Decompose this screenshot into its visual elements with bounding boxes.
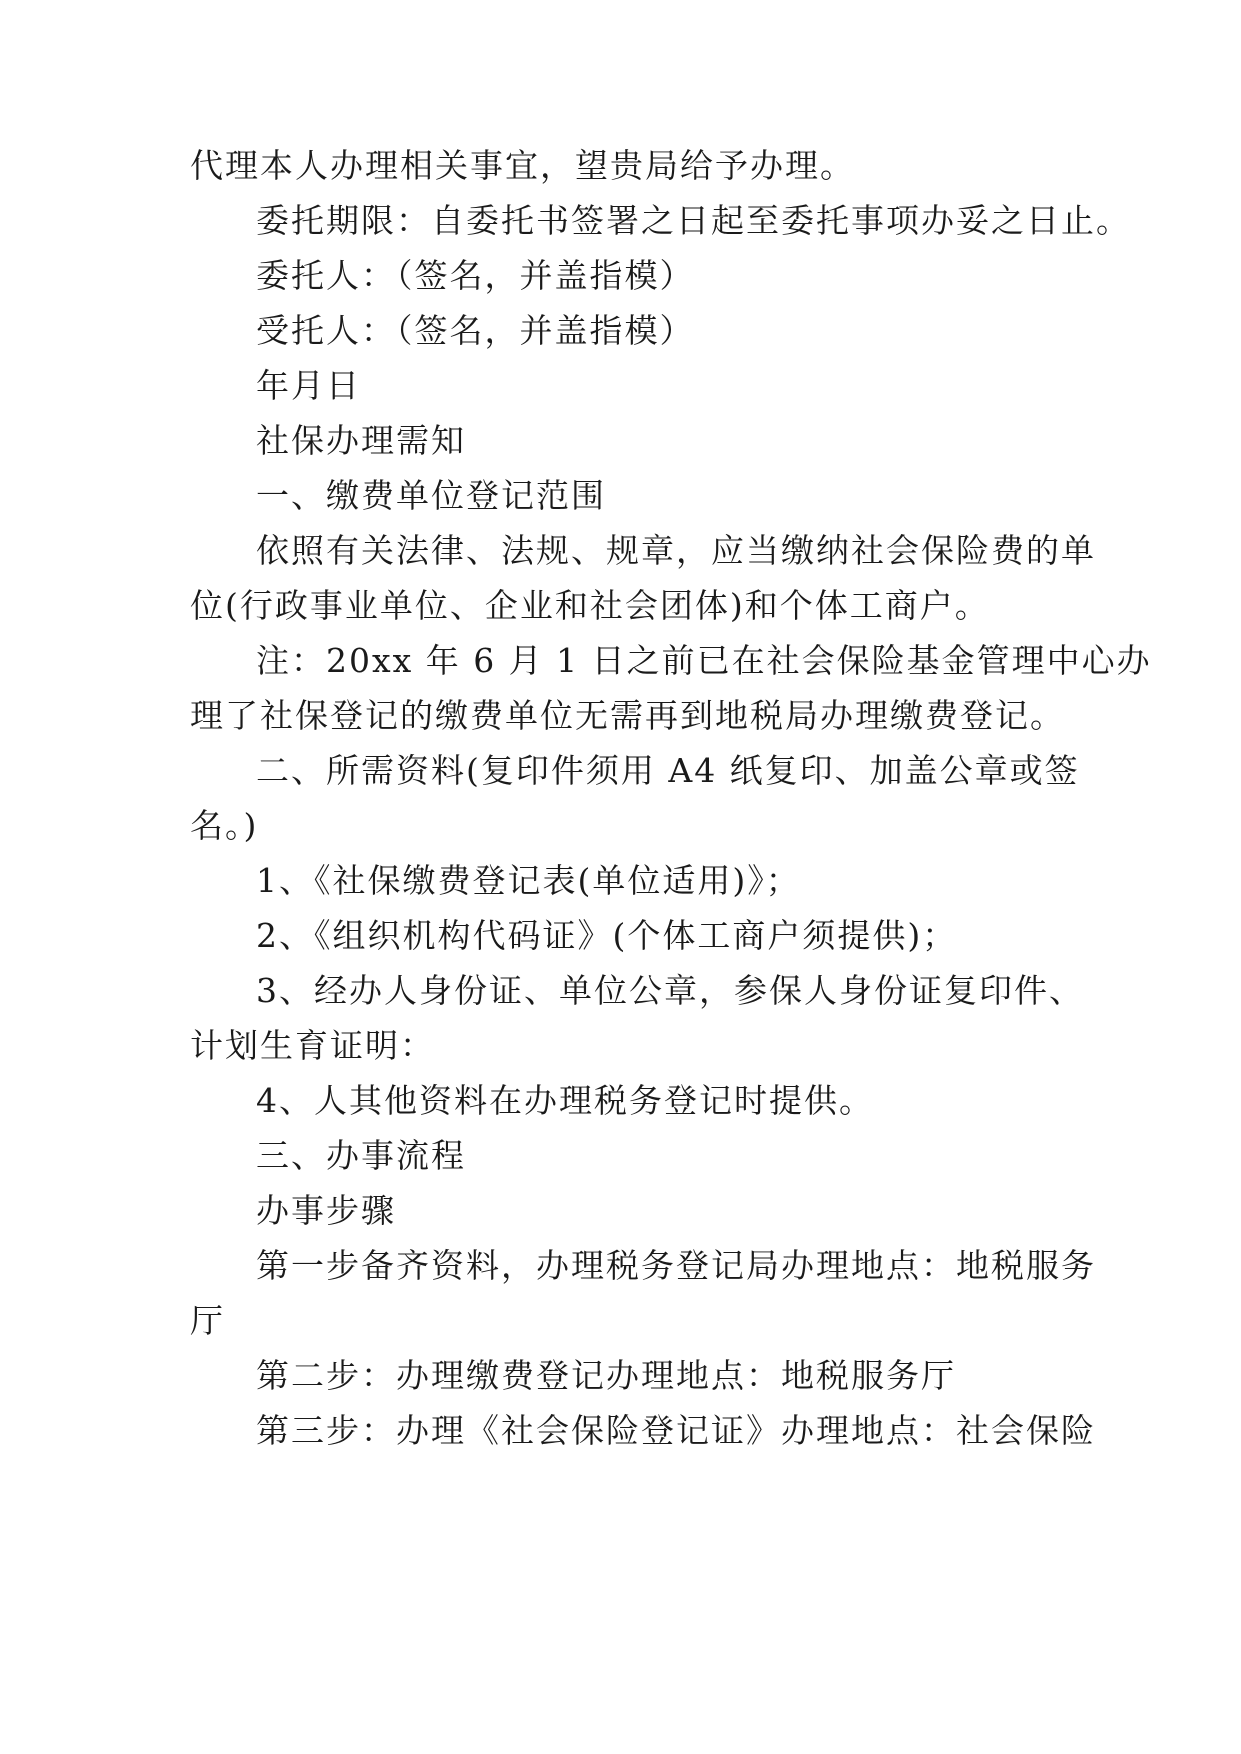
- text-line: 厅: [190, 1301, 225, 1340]
- text-line: 受托人：（签名，并盖指模）: [256, 311, 695, 350]
- text-line: 第三步：办理《社会保险登记证》办理地点：社会保险: [256, 1411, 1096, 1450]
- section-heading: 二、所需资料(复印件须用 A4 纸复印、加盖公章或签: [256, 751, 1080, 790]
- list-item: 4、人其他资料在办理税务登记时提供。: [256, 1081, 874, 1120]
- text-line: 第一步备齐资料，办理税务登记局办理地点：地税服务: [256, 1246, 1096, 1285]
- text-line: 位(行政事业单位、企业和社会团体)和个体工商户。: [190, 586, 990, 625]
- section-heading: 社保办理需知: [256, 421, 466, 460]
- list-item: 1、《社保缴费登记表(单位适用)》；: [256, 861, 801, 900]
- text-line: 注：20xx 年 6 月 1 日之前已在社会保险基金管理中心办: [256, 641, 1152, 680]
- text-line: 名。): [190, 806, 259, 845]
- text-line: 委托期限：自委托书签署之日起至委托事项办妥之日止。: [256, 201, 1131, 240]
- list-item: 3、经办人身份证、单位公章，参保人身份证复印件、: [256, 971, 1084, 1010]
- text-line: 委托人：（签名，并盖指模）: [256, 256, 695, 295]
- text-line: 年月日: [256, 366, 361, 405]
- text-line: 理了社保登记的缴费单位无需再到地税局办理缴费登记。: [190, 696, 1065, 735]
- section-heading: 三、办事流程: [256, 1136, 466, 1175]
- text-line: 代理本人办理相关事宜，望贵局给予办理。: [190, 146, 855, 185]
- text-line: 第二步：办理缴费登记办理地点：地税服务厅: [256, 1356, 956, 1395]
- text-line: 计划生育证明：: [190, 1026, 435, 1065]
- section-heading: 一、缴费单位登记范围: [256, 476, 606, 515]
- text-line: 依照有关法律、法规、规章，应当缴纳社会保险费的单: [256, 531, 1096, 570]
- text-line: 办事步骤: [256, 1191, 396, 1230]
- list-item: 2、《组织机构代码证》(个体工商户须提供)；: [256, 916, 958, 955]
